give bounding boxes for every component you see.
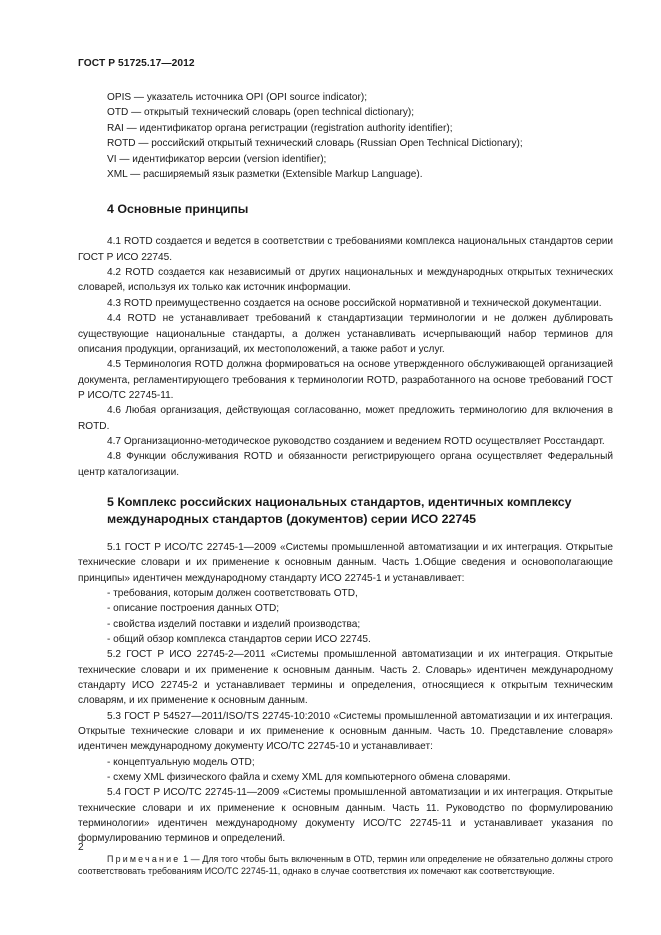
clause-4-4: 4.4 ROTD не устанавливает требований к стандартизации терминологии и не должен дублировать существующие национальные стандарты, а должен устанавливать исчерпывающий набор терминов для описания продукции, организаций, их местоположений, а также работ и услуг. — [78, 313, 613, 355]
clause-4-2: 4.2 ROTD создается как независимый от других национальных и международных открытых технических словарей, используя их только как источник информации. — [78, 267, 613, 294]
note-label: Примечание — [107, 853, 181, 864]
clause-5-4: 5.4 ГОСТ Р ИСО/ТС 22745-11—2009 «Системы промышленной автоматизации и их интеграция. Открытые технические словари и их применение к основным данным. Часть 11. Руководство по формулированию терминологии» идентичен международному документу ИСО/ТС 22745-11 и устанавливает указания по формулированию терминов и определений. — [78, 787, 613, 845]
clause-5-1: 5.1 ГОСТ Р ИСО/ТС 22745-1—2009 «Системы промышленной автоматизации и их интеграция. Открытые технические словари и их применение к основным данным. Часть 1.Общие сведения и основополагающие принципы» идентичен международному стандарту ИСО 22745-1 и устанавливает: — [78, 541, 613, 584]
clause-4-7: 4.7 Организационно-методическое руководство созданием и ведением ROTD осуществляет Росстандарт. — [107, 435, 605, 447]
clause-4-3: 4.3 ROTD преимущественно создается на основе российской нормативной и технической документации. — [107, 297, 602, 309]
abbreviation-item: VI — идентификатор версии (version identifier); — [107, 153, 327, 165]
abbreviation-item: OPIS — указатель источника OPI (OPI source indicator); — [107, 92, 368, 103]
clause-5-3-list — [78, 755, 613, 786]
list-item: - общий обзор комплекса стандартов серии ИСО 22745. — [107, 633, 371, 645]
document-body — [78, 90, 613, 877]
list-item: - свойства изделий поставки и изделий производства; — [107, 618, 361, 630]
list-item: - требования, которым должен соответствовать OTD, — [107, 587, 358, 599]
list-item: - описание построения данных OTD; — [107, 603, 280, 615]
abbreviations-list — [78, 90, 613, 182]
note-1 — [78, 853, 613, 878]
clause-4-8: 4.8 Функции обслуживания ROTD и обязанности регистрирующего органа осуществляет Федеральный центр каталогизации. — [78, 451, 613, 478]
document-code-header: ГОСТ Р 51725.17—2012 — [78, 58, 195, 69]
clause-4-5: 4.5 Терминология ROTD должна формироваться на основе утвержденного обслуживающей организацией документа, регламентирующего требования к терминологии ROTD, разработанного на основе требований ГОСТ Р ИСО/ТС 22745-11. — [78, 359, 613, 401]
clause-4-1: 4.1 ROTD создается и ведется в соответствии с требованиями комплекса национальных стандартов серии ГОСТ Р ИСО 22745. — [78, 236, 613, 263]
note-text: 1 — Для того чтобы быть включенным в OTD, термин или определение не обязательно должны строго соответствовать требованиям ИСО/ТС 22745-11, однако в случае соответствия их помечают как соответствующие. — [78, 853, 613, 876]
abbreviation-item: RAI — идентификатор органа регистрации (registration authority identifier); — [107, 122, 453, 134]
clause-5-2: 5.2 ГОСТ Р ИСО 22745-2—2011 «Системы промышленной автоматизации и их интеграция. Открытые технические словари и их применение к основным данным. Часть 2. Словарь» идентичен международному стандарту ИСО 22745-2 и устанавливает термины и определения, относящиеся к открытым техническим словарям, и их применение к основным данным. — [78, 649, 613, 707]
list-item: - схему XML физического файла и схему XML для компьютерного обмена словарями. — [107, 771, 511, 783]
clause-4-6: 4.6 Любая организация, действующая согласованно, может предложить терминологию для включения в ROTD. — [78, 405, 613, 432]
clause-5-3: 5.3 ГОСТ Р 54527—2011/ISO/TS 22745-10:2010 «Системы промышленной автоматизации и их интеграция. Открытые технические словари и их применение к основным данным. Часть 10. Представление словаря» идентичен международному документу ИСО/ТС 22745-10 и устанавливает: — [78, 710, 613, 753]
abbreviation-item: XML — расширяемый язык разметки (Extensible Markup Language). — [107, 169, 423, 181]
section-5-heading — [78, 494, 613, 528]
abbreviation-item: OTD — открытый технический словарь (open technical dictionary); — [107, 107, 415, 119]
clause-5-1-list — [78, 586, 613, 647]
section-5-heading-line-2: международных стандартов (документов) серии ИСО 22745 — [107, 511, 477, 526]
page-number: 2 — [78, 842, 84, 853]
section-4-heading: 4 Основные принципы — [107, 202, 249, 217]
abbreviation-item: ROTD — российский открытый технический словарь (Russian Open Technical Dictionary); — [107, 138, 523, 150]
list-item: - концептуальную модель OTD; — [107, 756, 255, 768]
section-4-body — [78, 234, 613, 480]
section-5-body — [78, 540, 613, 877]
section-5-heading-line-1: 5 Комплекс российских национальных стандартов, идентичных комплексу — [107, 494, 572, 509]
